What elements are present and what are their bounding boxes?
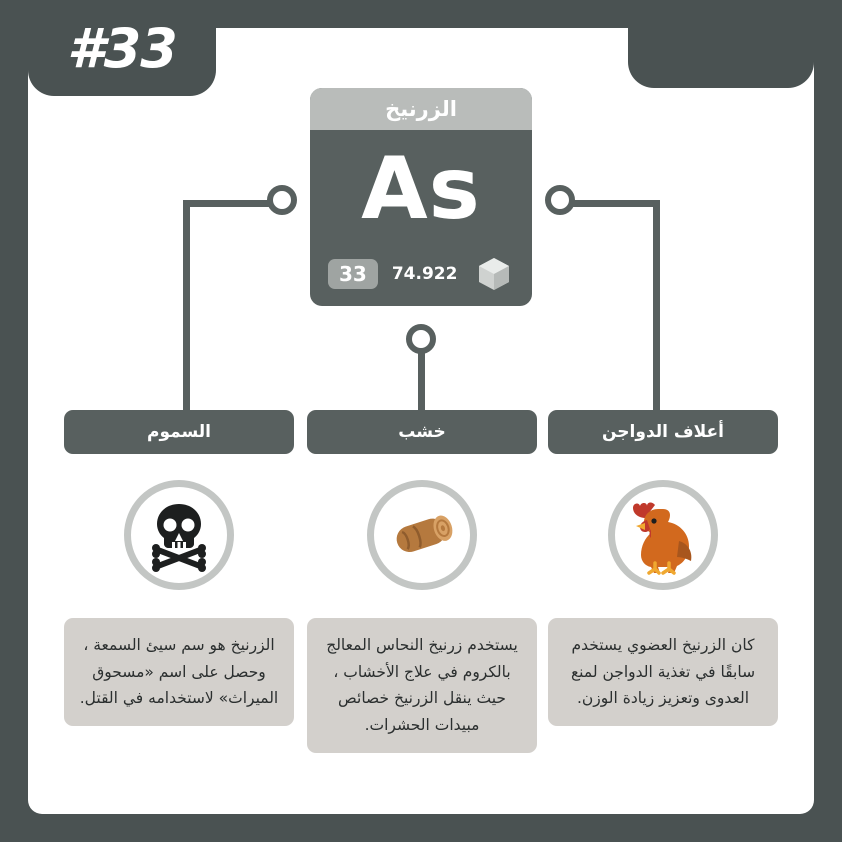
element-name-bar [310, 88, 532, 130]
section-header [548, 410, 778, 454]
connector-node-center [406, 324, 436, 354]
section-title: السموم [146, 422, 212, 442]
element-symbol: As [361, 139, 481, 239]
connector-line [183, 200, 190, 415]
connector-node-left [267, 185, 297, 215]
element-name: الزرنيخ [385, 97, 457, 121]
section-icon-circle [124, 480, 234, 590]
periodic-table-tab [628, 0, 814, 88]
element-card [310, 88, 532, 306]
section-poultry-feed [548, 410, 778, 726]
section-wood [307, 410, 537, 753]
log-icon [382, 500, 462, 570]
section-icon-circle [367, 480, 477, 590]
cube-icon [474, 254, 514, 294]
atomic-mass: 74.922 [391, 264, 458, 284]
section-poisons [64, 410, 294, 726]
element-number-tab [28, 0, 216, 96]
section-title: أعلاف الدواجن [602, 422, 724, 442]
connector-node-right [545, 185, 575, 215]
section-icon-circle [608, 480, 718, 590]
section-description: كان الزرنيخ العضوي يستخدم سابقًا في تغذية الدواجن لمنع العدوى وتعزيز زيادة الوزن. [548, 618, 778, 726]
section-header [307, 410, 537, 454]
connector-line [653, 200, 660, 415]
section-header [64, 410, 294, 454]
element-footer [310, 248, 532, 300]
atomic-number: 33 [328, 259, 378, 289]
element-number-label: #33 [67, 16, 177, 80]
skull-and-crossbones-icon [140, 496, 218, 574]
rooster-icon [625, 495, 701, 575]
section-description: الزرنيخ هو سم سيئ السمعة ، وحصل على اسم «مسحوق الميراث» لاستخدامه في القتل. [64, 618, 294, 726]
section-title: خشب [398, 422, 446, 442]
section-description: يستخدم زرنيخ النحاس المعالج بالكروم في علاج الأخشاب ، حيث ينقل الزرنيخ خصائص مبيدات الحشرات. [307, 618, 537, 753]
